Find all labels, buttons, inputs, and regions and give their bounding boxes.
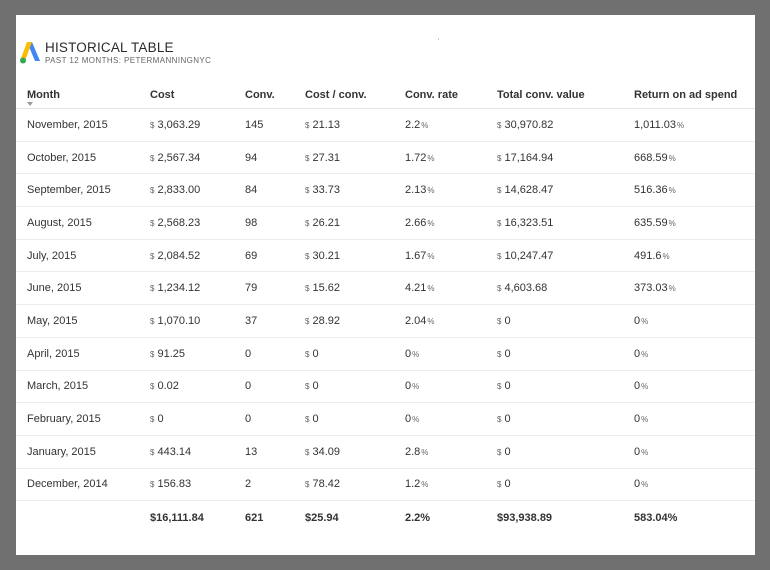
- totals-row: [16, 501, 755, 535]
- currency-symbol: $: [497, 251, 502, 261]
- percent-symbol: %: [427, 218, 435, 228]
- totals-label-cell: [16, 501, 150, 535]
- total-conv-value-cell: [497, 272, 634, 305]
- cell-value: 0: [405, 413, 412, 426]
- percent-symbol: %: [641, 382, 649, 392]
- conv-cell: 79: [245, 272, 305, 305]
- cell-value: 4.21: [405, 282, 427, 295]
- table-row: [16, 272, 755, 305]
- month-cell: September, 2015: [16, 174, 150, 207]
- currency-symbol: $: [305, 382, 310, 392]
- currency-symbol: $: [305, 415, 310, 425]
- report-subtitle: PAST 12 MONTHS: PETERMANNINGNYC: [45, 56, 212, 65]
- cell-value: 15.62: [312, 282, 340, 295]
- roas-cell: [634, 370, 755, 403]
- conv-rate-cell: [405, 468, 497, 501]
- cell-value: 0: [634, 380, 641, 393]
- cell-value: 0: [405, 347, 412, 360]
- cell-value: 30.21: [312, 249, 340, 262]
- conv-cell: 13: [245, 435, 305, 468]
- cell-value: 2.04: [405, 314, 427, 327]
- cell-value: 4,603.68: [504, 282, 548, 295]
- cell-value: 0: [312, 380, 319, 393]
- cost-cell: [150, 239, 245, 272]
- cost-cell: [150, 305, 245, 338]
- cost-cell: [150, 435, 245, 468]
- percent-symbol: %: [641, 415, 649, 425]
- cell-value: 0: [634, 413, 641, 426]
- total-conv-value-cell: [497, 109, 634, 142]
- conv-rate-cell: [405, 239, 497, 272]
- report-panel: [16, 15, 755, 555]
- cell-value: 2.13: [405, 184, 427, 197]
- cell-value: 2,568.23: [157, 216, 201, 229]
- cost-cell: [150, 207, 245, 240]
- month-cell: February, 2015: [16, 403, 150, 436]
- cell-value: 1.2: [405, 478, 421, 491]
- column-header-conv-rate[interactable]: Conv. rate: [405, 81, 497, 109]
- cell-value: 17,164.94: [504, 151, 554, 164]
- total-conv-rate: 2.2%: [405, 511, 431, 524]
- month-cell: October, 2015: [16, 141, 150, 174]
- cost-per-conv-cell: [305, 272, 405, 305]
- table-row: [16, 370, 755, 403]
- conv-cell: 69: [245, 239, 305, 272]
- conv-rate-cell: [405, 141, 497, 174]
- total-conv-value-cell: [497, 239, 634, 272]
- conv-rate-cell: [405, 272, 497, 305]
- cost-cell: [150, 468, 245, 501]
- currency-symbol: $: [497, 480, 502, 490]
- month-cell: December, 2014: [16, 468, 150, 501]
- cell-value: 26.21: [312, 216, 340, 229]
- cell-value: 0: [312, 413, 319, 426]
- table-row: [16, 468, 755, 501]
- cell-value: 0: [504, 380, 511, 393]
- cell-value: 0.02: [157, 380, 179, 393]
- total-conv-value-cell: [497, 174, 634, 207]
- percent-symbol: %: [421, 120, 429, 130]
- column-header-cost-per-conv[interactable]: Cost / conv.: [305, 81, 405, 109]
- percent-symbol: %: [677, 120, 685, 130]
- conv-rate-cell: [405, 207, 497, 240]
- currency-symbol: $: [150, 316, 155, 326]
- cell-value: 668.59: [634, 151, 668, 164]
- currency-symbol: $: [497, 447, 502, 457]
- cost-per-conv-cell: [305, 141, 405, 174]
- month-cell: November, 2015: [16, 109, 150, 142]
- currency-symbol: $: [150, 382, 155, 392]
- month-cell: April, 2015: [16, 337, 150, 370]
- currency-symbol: $: [305, 480, 310, 490]
- currency-symbol: $: [150, 186, 155, 196]
- cell-value: 0: [634, 314, 641, 327]
- total-conv: 621: [245, 511, 264, 524]
- cell-value: 10,247.47: [504, 249, 554, 262]
- cost-cell: [150, 272, 245, 305]
- percent-symbol: %: [668, 284, 676, 294]
- table-header-row: [16, 81, 755, 109]
- table-row: [16, 141, 755, 174]
- conv-rate-cell: [405, 435, 497, 468]
- currency-symbol: $: [497, 316, 502, 326]
- cost-cell: [150, 370, 245, 403]
- roas-cell: [634, 272, 755, 305]
- conv-rate-cell: [405, 174, 497, 207]
- cell-value: 635.59: [634, 216, 668, 229]
- conv-cell: 145: [245, 109, 305, 142]
- cell-value: 34.09: [312, 445, 340, 458]
- cell-value: 30,970.82: [504, 118, 554, 131]
- currency-symbol: $: [305, 186, 310, 196]
- cost-cell: [150, 109, 245, 142]
- table-row: [16, 207, 755, 240]
- currency-symbol: $: [497, 415, 502, 425]
- currency-symbol: $: [305, 284, 310, 294]
- currency-symbol: $: [305, 251, 310, 261]
- month-cell: July, 2015: [16, 239, 150, 272]
- cell-value: 373.03: [634, 282, 668, 295]
- cell-value: 21.13: [312, 118, 340, 131]
- cost-cell: [150, 403, 245, 436]
- currency-symbol: $: [305, 218, 310, 228]
- table-row: [16, 239, 755, 272]
- percent-symbol: %: [641, 447, 649, 457]
- table-row: [16, 435, 755, 468]
- conv-cell: 84: [245, 174, 305, 207]
- cell-value: 516.36: [634, 184, 668, 197]
- cell-value: 0: [504, 413, 511, 426]
- cell-value: 1,070.10: [157, 314, 201, 327]
- total-conv-value: $93,938.89: [497, 511, 553, 524]
- report-title: HISTORICAL TABLE: [45, 40, 174, 55]
- stray-dot: [438, 38, 439, 40]
- conv-cell: 0: [245, 403, 305, 436]
- currency-symbol: $: [497, 186, 502, 196]
- percent-symbol: %: [421, 447, 429, 457]
- conv-cell: 0: [245, 337, 305, 370]
- currency-symbol: $: [497, 120, 502, 130]
- percent-symbol: %: [412, 349, 420, 359]
- currency-symbol: $: [497, 349, 502, 359]
- cost-cell: [150, 174, 245, 207]
- total-conv-value-cell: [497, 337, 634, 370]
- cell-value: 0: [504, 314, 511, 327]
- currency-symbol: $: [497, 382, 502, 392]
- cell-value: 33.73: [312, 184, 340, 197]
- cost-per-conv-cell: [305, 468, 405, 501]
- total-conv-value-cell: [497, 305, 634, 338]
- total-cost: $16,111.84: [150, 511, 204, 524]
- percent-symbol: %: [427, 186, 435, 196]
- historical-table: [16, 81, 755, 534]
- currency-symbol: $: [150, 218, 155, 228]
- cell-value: 78.42: [312, 478, 340, 491]
- currency-symbol: $: [150, 480, 155, 490]
- total-conv-value-cell: [497, 370, 634, 403]
- roas-cell: [634, 468, 755, 501]
- currency-symbol: $: [150, 120, 155, 130]
- currency-symbol: $: [150, 415, 155, 425]
- currency-symbol: $: [305, 316, 310, 326]
- roas-cell: [634, 403, 755, 436]
- percent-symbol: %: [412, 415, 420, 425]
- cell-value: 491.6: [634, 249, 662, 262]
- cell-value: 443.14: [157, 445, 192, 458]
- column-header-month[interactable]: Month: [16, 81, 150, 109]
- currency-symbol: $: [150, 284, 155, 294]
- roas-cell: [634, 435, 755, 468]
- cell-value: 14,628.47: [504, 184, 554, 197]
- currency-symbol: $: [305, 447, 310, 457]
- cost-per-conv-cell: [305, 174, 405, 207]
- percent-symbol: %: [427, 251, 435, 261]
- roas-cell: [634, 109, 755, 142]
- cost-per-conv-cell: [305, 207, 405, 240]
- cell-value: 0: [157, 413, 164, 426]
- cell-value: 2.66: [405, 216, 427, 229]
- column-header-roas[interactable]: Return on ad spend: [634, 81, 755, 109]
- currency-symbol: $: [150, 251, 155, 261]
- cost-per-conv-cell: [305, 435, 405, 468]
- cell-value: 0: [504, 347, 511, 360]
- conv-cell: 37: [245, 305, 305, 338]
- roas-cell: [634, 141, 755, 174]
- conv-rate-cell: [405, 337, 497, 370]
- cell-value: 0: [634, 478, 641, 491]
- currency-symbol: $: [150, 349, 155, 359]
- percent-symbol: %: [427, 316, 435, 326]
- cost-per-conv-cell: [305, 109, 405, 142]
- percent-symbol: %: [668, 153, 676, 163]
- cost-cell: [150, 141, 245, 174]
- cell-value: 27.31: [312, 151, 340, 164]
- table-row: [16, 305, 755, 338]
- total-conv-value-cell: [497, 435, 634, 468]
- conv-cell: 94: [245, 141, 305, 174]
- currency-symbol: $: [305, 120, 310, 130]
- percent-symbol: %: [427, 284, 435, 294]
- cell-value: 2,084.52: [157, 249, 201, 262]
- cell-value: 16,323.51: [504, 216, 554, 229]
- cost-per-conv-cell: [305, 370, 405, 403]
- cell-value: 0: [634, 347, 641, 360]
- table-row: [16, 109, 755, 142]
- month-cell: August, 2015: [16, 207, 150, 240]
- currency-symbol: $: [497, 153, 502, 163]
- currency-symbol: $: [150, 153, 155, 163]
- cell-value: 2.8: [405, 445, 421, 458]
- month-cell: June, 2015: [16, 272, 150, 305]
- percent-symbol: %: [412, 382, 420, 392]
- cell-value: 0: [504, 445, 511, 458]
- cell-value: 1.72: [405, 151, 427, 164]
- month-cell: May, 2015: [16, 305, 150, 338]
- cell-value: 156.83: [157, 478, 192, 491]
- table-body: [16, 109, 755, 501]
- cell-value: 2,567.34: [157, 151, 201, 164]
- currency-symbol: $: [305, 153, 310, 163]
- conv-rate-cell: [405, 109, 497, 142]
- total-conv-value-cell: [497, 141, 634, 174]
- cell-value: 1,234.12: [157, 282, 201, 295]
- cell-value: 0: [504, 478, 511, 491]
- cell-value: 0: [405, 380, 412, 393]
- percent-symbol: %: [421, 480, 429, 490]
- table-row: [16, 174, 755, 207]
- month-cell: March, 2015: [16, 370, 150, 403]
- google-ads-logo-icon: [20, 41, 41, 65]
- conv-rate-cell: [405, 305, 497, 338]
- cell-value: 1.67: [405, 249, 427, 262]
- conv-cell: 98: [245, 207, 305, 240]
- percent-symbol: %: [641, 316, 649, 326]
- percent-symbol: %: [662, 251, 670, 261]
- percent-symbol: %: [427, 153, 435, 163]
- cost-per-conv-cell: [305, 305, 405, 338]
- cell-value: 1,011.03: [634, 118, 677, 131]
- sort-arrow-icon: [27, 102, 33, 106]
- currency-symbol: $: [497, 218, 502, 228]
- roas-cell: [634, 239, 755, 272]
- conv-cell: 2: [245, 468, 305, 501]
- table-row: [16, 403, 755, 436]
- conv-rate-cell: [405, 403, 497, 436]
- cell-value: 28.92: [312, 314, 340, 327]
- cell-value: 2,833.00: [157, 184, 201, 197]
- conv-rate-cell: [405, 370, 497, 403]
- table-row: [16, 337, 755, 370]
- cell-value: 2.2: [405, 118, 421, 131]
- cell-value: 3,063.29: [157, 118, 201, 131]
- percent-symbol: %: [668, 218, 676, 228]
- currency-symbol: $: [150, 447, 155, 457]
- percent-symbol: %: [668, 186, 676, 196]
- roas-cell: [634, 337, 755, 370]
- cost-cell: [150, 337, 245, 370]
- column-header-conv[interactable]: Conv.: [245, 81, 305, 109]
- roas-cell: [634, 174, 755, 207]
- column-header-total-conv-value[interactable]: Total conv. value: [497, 81, 634, 109]
- total-conv-value-cell: [497, 468, 634, 501]
- column-header-cost[interactable]: Cost: [150, 81, 245, 109]
- cell-value: 91.25: [157, 347, 185, 360]
- percent-symbol: %: [641, 480, 649, 490]
- cost-per-conv-cell: [305, 239, 405, 272]
- total-cost-per-conv: $25.94: [305, 511, 339, 524]
- conv-cell: 0: [245, 370, 305, 403]
- cost-per-conv-cell: [305, 337, 405, 370]
- percent-symbol: %: [641, 349, 649, 359]
- cost-per-conv-cell: [305, 403, 405, 436]
- month-cell: January, 2015: [16, 435, 150, 468]
- total-conv-value-cell: [497, 403, 634, 436]
- cell-value: 0: [634, 445, 641, 458]
- total-conv-value-cell: [497, 207, 634, 240]
- roas-cell: [634, 305, 755, 338]
- roas-cell: [634, 207, 755, 240]
- cell-value: 0: [312, 347, 319, 360]
- total-roas: 583.04%: [634, 511, 678, 524]
- currency-symbol: $: [497, 284, 502, 294]
- currency-symbol: $: [305, 349, 310, 359]
- report-header: [20, 40, 320, 70]
